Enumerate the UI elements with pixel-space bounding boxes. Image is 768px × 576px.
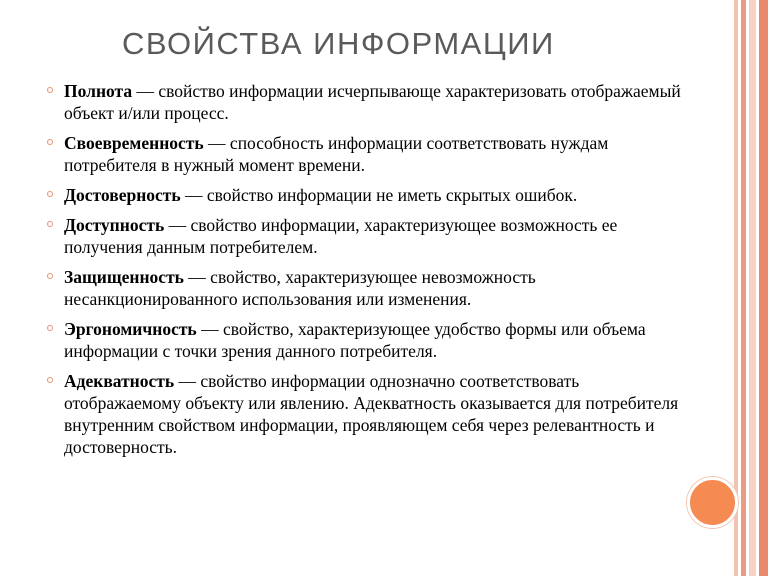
list-item-security xyxy=(44,266,694,310)
bullet-icon xyxy=(47,139,53,145)
list-item-reliability xyxy=(44,184,694,206)
term-definition: — свойство информации исчерпывающе характеризовать отображаемый объект и/или процесс. xyxy=(64,81,681,123)
bullet-icon xyxy=(47,325,53,331)
list-item-adequacy xyxy=(44,370,694,458)
list-item-completeness xyxy=(44,80,694,124)
term-label: Эргономичность xyxy=(64,319,197,339)
term-label: Доступность xyxy=(64,215,165,235)
properties-list xyxy=(44,80,694,466)
term-label: Адекватность xyxy=(64,371,175,391)
term-definition: — способность информации соответствовать нуждам потребителя в нужный момент времени. xyxy=(64,133,609,175)
term-definition: — свойство информации однозначно соответствовать отображаемому объекту или явлению. Адекватность оказывается для потребителя внутренним свойством информации, проявляющем себя через релевантность и достоверность. xyxy=(64,371,679,457)
list-item-accessibility xyxy=(44,214,694,258)
term-label: Защищенность xyxy=(64,267,184,287)
term-label: Своевременность xyxy=(64,133,204,153)
bullet-icon xyxy=(47,87,53,93)
term-label: Достоверность xyxy=(64,185,181,205)
bullet-icon xyxy=(47,273,53,279)
term-definition: — свойство информации, характеризующее возможность ее получения данным потребителем. xyxy=(64,215,618,257)
decorative-border-stripes xyxy=(734,0,768,576)
list-item-timeliness xyxy=(44,132,694,176)
term-definition: — свойство, характеризующее удобство формы или объема информации с точки зрения данного потребителя. xyxy=(64,319,646,361)
bullet-icon xyxy=(47,191,53,197)
decorative-orange-circle xyxy=(687,477,738,528)
term-definition: — свойство, характеризующее невозможность несанкционированного использования или изменения. xyxy=(64,267,536,309)
term-definition: — свойство информации не иметь скрытых ошибок. xyxy=(180,185,578,205)
list-item-ergonomics xyxy=(44,318,694,362)
slide-title: СВОЙСТВА ИНФОРМАЦИИ xyxy=(122,26,555,61)
bullet-icon xyxy=(47,221,53,227)
term-label: Полнота xyxy=(64,81,133,101)
bullet-icon xyxy=(47,377,53,383)
